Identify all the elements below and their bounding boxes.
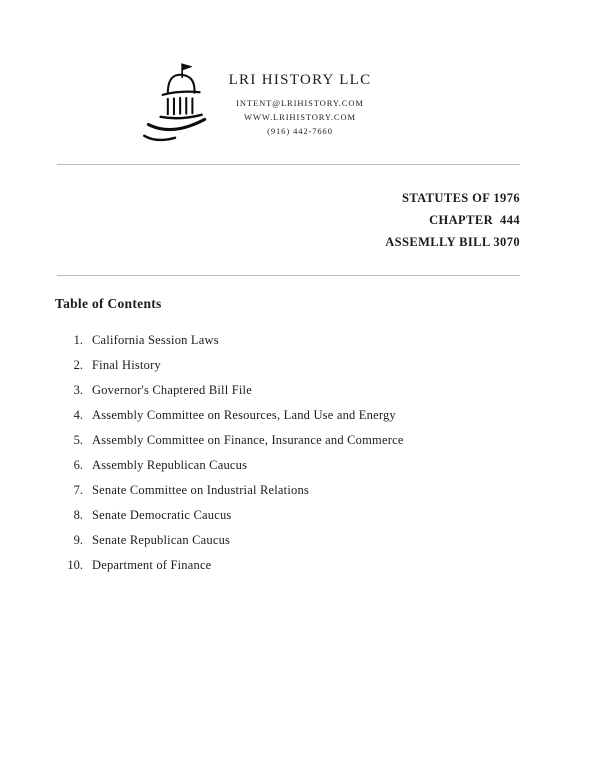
toc-item bbox=[55, 534, 600, 547]
chapter-line: CHAPTER 444 bbox=[429, 213, 520, 227]
toc-item-number: 7. bbox=[73, 483, 83, 497]
toc-item-label: Department of Finance bbox=[92, 558, 212, 572]
divider-bottom bbox=[57, 275, 520, 276]
toc-item-label: California Session Laws bbox=[92, 333, 219, 347]
toc-item bbox=[55, 459, 600, 472]
company-name: LRI HISTORY LLC bbox=[228, 72, 372, 88]
toc-item-number: 10. bbox=[67, 558, 83, 572]
bill-line: ASSEMLLY BILL 3070 bbox=[385, 235, 520, 249]
toc-item bbox=[55, 359, 600, 372]
toc-item bbox=[55, 434, 600, 447]
toc-item bbox=[55, 484, 600, 497]
toc-item bbox=[55, 384, 600, 397]
toc-item bbox=[55, 409, 600, 422]
toc-item bbox=[55, 559, 600, 572]
toc-item-number: 2. bbox=[73, 358, 83, 372]
reference-block bbox=[0, 165, 520, 253]
toc-item-label: Senate Republican Caucus bbox=[92, 533, 231, 547]
toc-item-number: 9. bbox=[73, 533, 83, 547]
toc-item-label: Assembly Committee on Finance, Insurance and Commerce bbox=[92, 433, 404, 447]
toc-title: Table of Contents bbox=[55, 296, 162, 311]
toc-item-label: Assembly Republican Caucus bbox=[92, 458, 248, 472]
toc-item-number: 6. bbox=[73, 458, 83, 472]
toc-list bbox=[55, 334, 600, 572]
toc-item bbox=[55, 509, 600, 522]
capitol-logo-icon bbox=[140, 60, 210, 146]
toc-item-label: Senate Committee on Industrial Relations bbox=[92, 483, 309, 497]
letterhead-text bbox=[0, 72, 600, 138]
statute-line: STATUTES OF 1976 bbox=[402, 191, 520, 205]
toc-item-label: Senate Democratic Caucus bbox=[92, 508, 232, 522]
toc-item-number: 3. bbox=[73, 383, 83, 397]
toc-item-label: Final History bbox=[92, 358, 161, 372]
company-phone: (916) 442-7660 bbox=[267, 126, 333, 136]
toc-item bbox=[55, 334, 600, 347]
toc-item-number: 4. bbox=[73, 408, 83, 422]
company-website: WWW.LRIHISTORY.COM bbox=[244, 112, 356, 122]
toc-item-number: 1. bbox=[73, 333, 83, 347]
letterhead bbox=[0, 0, 600, 150]
toc-item-number: 5. bbox=[73, 433, 83, 447]
toc-item-number: 8. bbox=[73, 508, 83, 522]
toc-item-label: Assembly Committee on Resources, Land Use and Energy bbox=[92, 408, 396, 422]
company-email: INTENT@LRIHISTORY.COM bbox=[236, 98, 364, 108]
toc-item-label: Governor's Chaptered Bill File bbox=[92, 383, 252, 397]
